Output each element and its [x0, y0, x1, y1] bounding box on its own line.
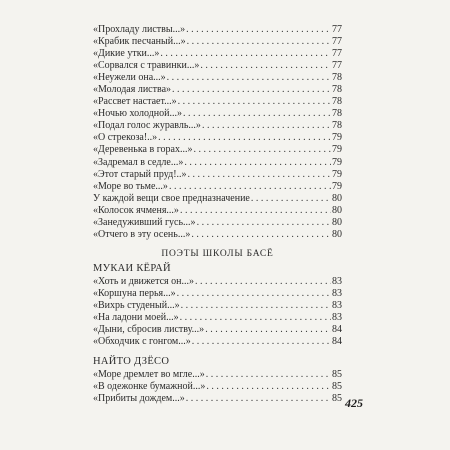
toc-entry [93, 393, 342, 405]
toc-entry [93, 381, 342, 393]
toc-entry-page: 78 [332, 96, 342, 108]
toc-entry-page: 83 [332, 287, 342, 299]
toc-entry-page: 79 [332, 168, 342, 180]
toc-leader-dots [205, 324, 331, 336]
toc-entry-page: 85 [332, 369, 342, 381]
toc-entry-title: «Отчего в эту осень...» [93, 228, 191, 240]
toc-leader-dots [180, 312, 331, 324]
toc-leader-dots [194, 144, 332, 156]
toc-entry-title: «Море во тьме...» [93, 180, 168, 192]
toc-leader-dots [192, 336, 331, 348]
toc-entry [93, 169, 342, 181]
toc-entry [93, 48, 342, 60]
toc-leader-dots [178, 96, 331, 108]
toc-entry-title: «Молодая листва» [93, 84, 172, 96]
toc-entry-page: 77 [332, 60, 342, 72]
section-title: ПОЭТЫ ШКОЛЫ БАСЁ [161, 248, 274, 259]
toc-entry-title: «Хоть и движется он...» [93, 275, 195, 287]
toc-entry-page: 85 [332, 393, 342, 405]
toc-entry-title: «Задремал в седле...» [93, 156, 184, 168]
toc-leader-dots [167, 72, 331, 84]
toc-leader-dots [184, 157, 331, 169]
toc-leader-dots [180, 205, 331, 217]
page-number: 425 [345, 396, 363, 410]
toc-group-joso [93, 369, 342, 405]
toc-entry [93, 229, 342, 241]
toc-group-basho [93, 24, 342, 241]
toc-entry-title: «Прохладу листвы...» [93, 24, 186, 35]
toc-leader-dots [169, 181, 331, 193]
toc-leader-dots [251, 193, 331, 205]
toc-entry-page: 80 [332, 204, 342, 216]
toc-entry-title: «Подал голос журавль...» [93, 120, 201, 132]
toc-entry-page: 78 [332, 72, 342, 84]
toc-entry [93, 60, 342, 72]
toc-entry-title: «Неужели она...» [93, 72, 166, 84]
toc-leader-dots [188, 169, 331, 181]
author-heading-mukai-kyorai: МУКАИ КЁРАЙ [93, 262, 171, 274]
toc-entry-title: «Дыни, сбросив листву...» [93, 324, 205, 336]
toc-entry-page: 79 [332, 132, 342, 144]
toc-entry-page: 77 [332, 48, 342, 60]
toc-entry-title: «Занедуживший гусь...» [93, 216, 196, 228]
toc-entry-title: «Море дремлет во мгле...» [93, 369, 205, 381]
toc-entry-page: 83 [332, 311, 342, 323]
toc-entry [93, 132, 342, 144]
toc-entry-page: 77 [332, 36, 342, 48]
toc-entry-page: 78 [332, 108, 342, 120]
toc-entry [93, 312, 342, 324]
toc-entry-title: «Ночью холодной...» [93, 108, 183, 120]
toc-entry-title: «О стрекоза!..» [93, 132, 158, 144]
toc-leader-dots [181, 300, 331, 312]
toc-entry [93, 288, 342, 300]
toc-entry-title: «Крабик песчаный...» [93, 36, 186, 48]
toc-entry-page: 80 [332, 192, 342, 204]
toc-entry [93, 336, 342, 348]
toc-leader-dots [186, 393, 331, 405]
toc-entry [93, 369, 342, 381]
toc-entry-page: 80 [332, 228, 342, 240]
toc-entry [93, 108, 342, 120]
toc-leader-dots [186, 24, 331, 36]
toc-entry-title: «Колосок ячменя...» [93, 204, 179, 216]
toc-entry-page: 80 [332, 216, 342, 228]
toc-entry-page: 84 [332, 336, 342, 348]
toc-leader-dots [160, 48, 331, 60]
toc-leader-dots [177, 288, 331, 300]
toc-entry-page: 78 [332, 84, 342, 96]
toc-entry [93, 120, 342, 132]
toc-entry [93, 193, 342, 205]
toc-entry [93, 300, 342, 312]
toc-entry-page: 85 [332, 381, 342, 393]
toc-entry [93, 96, 342, 108]
toc-entry-page: 77 [332, 24, 342, 35]
toc-entry [93, 205, 342, 217]
toc-leader-dots [200, 60, 331, 72]
toc-entry-title: У каждой вещи свое предназначение [93, 192, 250, 204]
toc-leader-dots [206, 369, 331, 381]
toc-entry-page: 83 [332, 275, 342, 287]
toc-entry-title: «Прибиты дождем...» [93, 393, 185, 405]
toc-leader-dots [197, 217, 331, 229]
toc-entry-title: «Обходчик с гонгом...» [93, 336, 191, 348]
toc-leader-dots [195, 276, 331, 288]
table-of-contents [93, 24, 342, 405]
toc-entry-title: «Этот старый пруд!..» [93, 168, 187, 180]
toc-entry-page: 79 [332, 156, 342, 168]
author-heading-naito-joso: НАЙТО ДЗЁСО [93, 356, 170, 368]
toc-entry-page: 79 [332, 180, 342, 192]
toc-entry [93, 24, 342, 36]
toc-entry-page: 83 [332, 299, 342, 311]
toc-entry-title: «Сорвался с травинки...» [93, 60, 200, 72]
toc-entry-page: 79 [332, 144, 342, 156]
toc-group-kyorai [93, 276, 342, 348]
toc-leader-dots [172, 84, 331, 96]
toc-entry [93, 324, 342, 336]
toc-entry [93, 217, 342, 229]
toc-entry [93, 36, 342, 48]
toc-entry [93, 276, 342, 288]
toc-entry [93, 157, 342, 169]
toc-entry-title: «Дикие утки...» [93, 48, 160, 60]
toc-leader-dots [158, 132, 331, 144]
toc-entry-title: «В одежонке бумажной...» [93, 381, 206, 393]
toc-entry-page: 78 [332, 120, 342, 132]
toc-entry-title: «Коршуна перья...» [93, 287, 176, 299]
toc-leader-dots [191, 229, 331, 241]
toc-entry-title: «На ладони моей...» [93, 311, 179, 323]
toc-entry-title: «Рассвет настает...» [93, 96, 177, 108]
toc-entry [93, 144, 342, 156]
toc-leader-dots [206, 381, 331, 393]
toc-entry-title: «Деревенька в горах...» [93, 144, 193, 156]
toc-entry [93, 72, 342, 84]
toc-entry [93, 84, 342, 96]
toc-entry [93, 181, 342, 193]
toc-entry-title: «Вихрь студеный...» [93, 299, 180, 311]
toc-leader-dots [183, 108, 331, 120]
toc-entry-page: 84 [332, 324, 342, 336]
toc-leader-dots [202, 120, 331, 132]
toc-leader-dots [187, 36, 331, 48]
